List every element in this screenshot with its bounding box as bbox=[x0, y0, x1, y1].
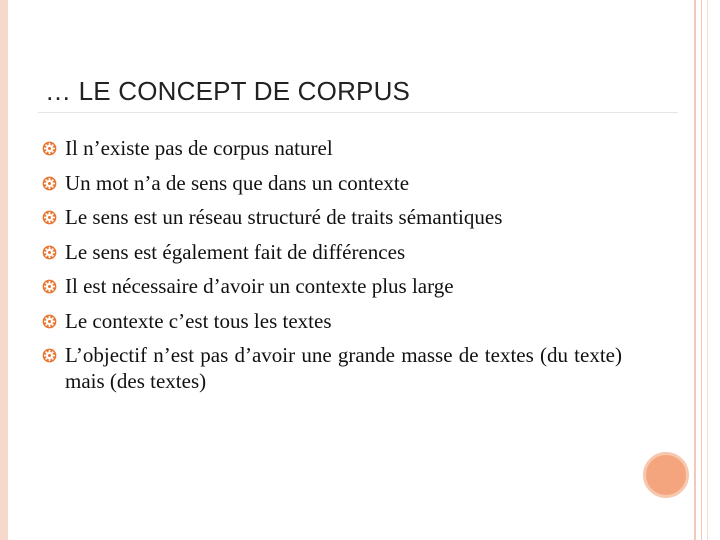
gear-icon bbox=[42, 176, 57, 191]
list-item bbox=[42, 235, 622, 270]
list-item bbox=[42, 304, 622, 339]
gear-icon bbox=[42, 348, 57, 363]
gear-icon bbox=[42, 210, 57, 225]
bullet-list bbox=[42, 131, 622, 394]
gear-icon bbox=[42, 141, 57, 156]
list-item bbox=[42, 200, 622, 235]
right-decorative-line bbox=[694, 0, 696, 540]
left-border bbox=[0, 0, 8, 540]
bullet-text: Le contexte c’est tous les textes bbox=[65, 308, 332, 333]
title-divider bbox=[38, 112, 678, 113]
gear-icon bbox=[42, 245, 57, 260]
decorative-circle bbox=[643, 452, 689, 498]
list-item bbox=[42, 269, 622, 304]
bullet-text: Il est nécessaire d’avoir un contexte plus large bbox=[65, 274, 454, 298]
bullet-text: Le sens est également fait de différences bbox=[65, 239, 406, 264]
list-item bbox=[42, 131, 622, 166]
slide-title: … LE CONCEPT DE CORPUS bbox=[45, 76, 411, 106]
gear-icon bbox=[42, 279, 57, 294]
bullet-text: Il n’existe pas de corpus naturel bbox=[65, 136, 333, 160]
bullet-text: Le sens est un réseau structuré de traits sémantiques bbox=[65, 205, 503, 229]
list-item bbox=[42, 166, 622, 201]
gear-icon bbox=[42, 314, 57, 329]
bullet-text: Un mot n’a de sens que dans un contexte bbox=[65, 170, 410, 195]
list-item bbox=[42, 338, 622, 394]
bullet-text: L’objectif n’est pas d’avoir une grande masse de textes (du texte) mais (des textes) bbox=[65, 343, 622, 393]
right-decorative-line bbox=[701, 0, 702, 540]
right-decorative-line bbox=[707, 0, 708, 540]
